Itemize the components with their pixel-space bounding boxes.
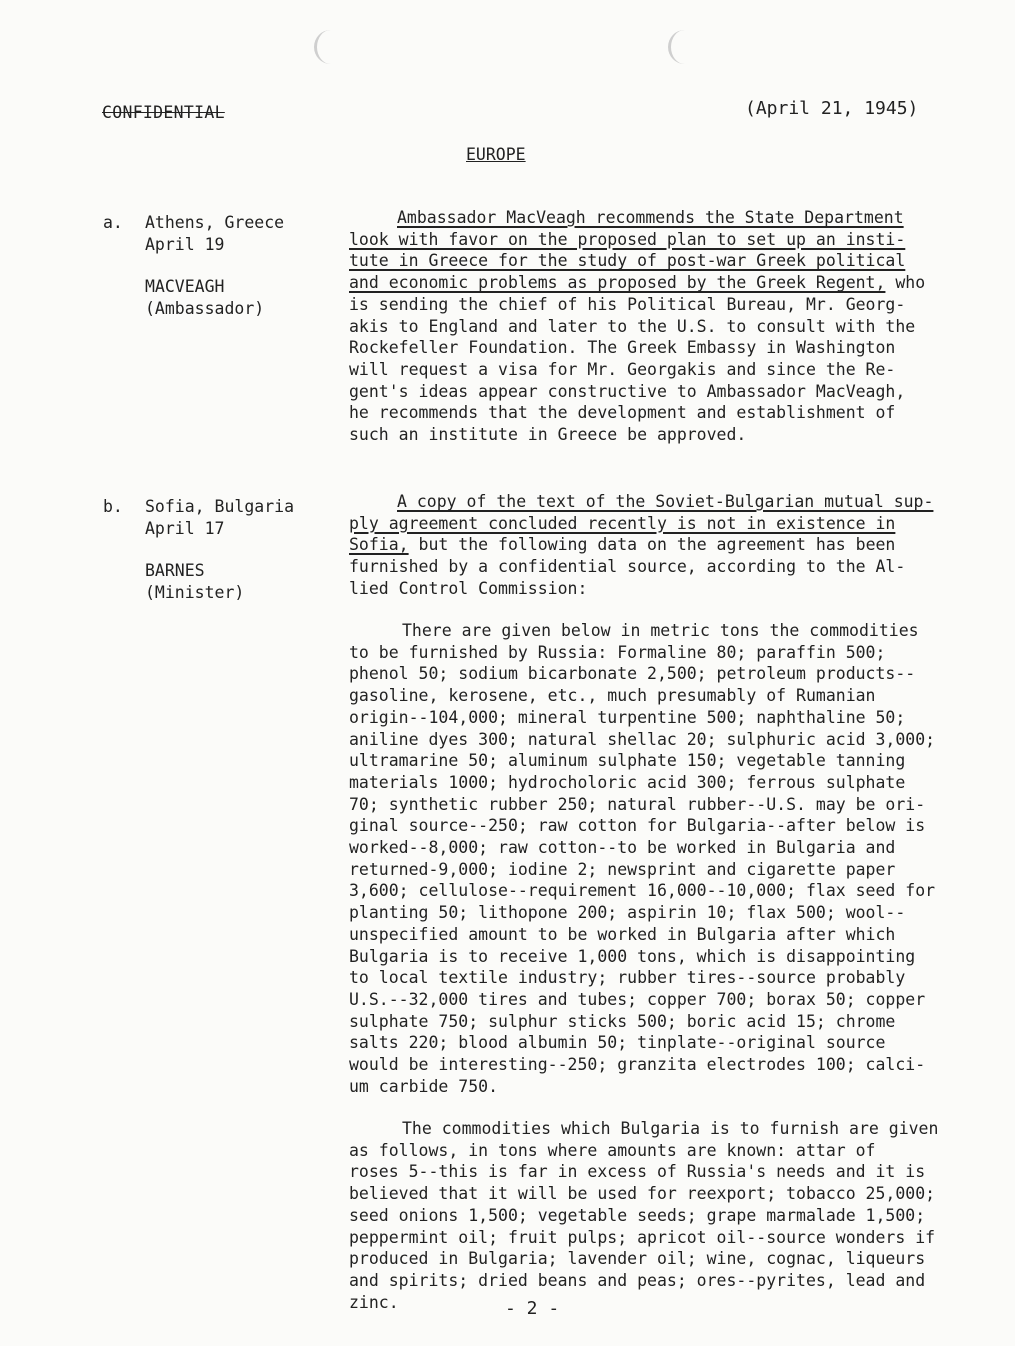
text-line: materials 1000; hydrocholoric acid 300; ferrous sulphate [349, 772, 906, 792]
russia-commodities-paragraph [349, 620, 963, 1097]
text-line: 70; synthetic rubber 250; natural rubber--U.S. may be ori- [349, 794, 926, 814]
document-date: (April 21, 1945) [745, 98, 919, 119]
entry-letter: a. [103, 213, 123, 232]
text-line: returned-9,000; iodine 2; newsprint and cigarette paper [349, 859, 896, 879]
entry-location: Athens, Greece [145, 213, 285, 232]
text-line: U.S.--32,000 tires and tubes; copper 700; borax 50; copper [349, 989, 926, 1009]
entry-sender: BARNES [145, 561, 205, 580]
entry-letter: b. [103, 497, 123, 516]
text-line: as follows, in tons where amounts are known: attar of [349, 1140, 876, 1160]
text-line: Bulgaria is to receive 1,000 tons, which is disappointing [349, 946, 916, 966]
text-line: ultramarine 50; aluminum sulphate 150; vegetable tanning [349, 751, 906, 771]
text-line: to local textile industry; rubber tires--source probably [349, 968, 906, 988]
text-line: worked--8,000; raw cotton--to be worked in Bulgaria and [349, 838, 896, 858]
text-line: phenol 50; sodium bicarbonate 2,500; petroleum products-- [349, 664, 916, 684]
text-line: sulphate 750; sulphur sticks 500; boric acid 15; chrome [349, 1011, 896, 1031]
classification-mark: CONFIDENTIAL [102, 103, 225, 122]
underlined-text: tute in Greece for the study of post-war Greek political [349, 251, 906, 271]
underlined-text: Sofia, [349, 535, 409, 555]
page-number: - 2 - [505, 1298, 560, 1319]
text-line: The commodities which Bulgaria is to furnish are given [402, 1119, 939, 1138]
entry-a-body: Ambassador MacVeagh recommends the State Department look with favor on the proposed plan to set up an insti- tute in Greece for the study of post-war Greek political and economic problems as proposed by the Greek Regent, who is sending the chief of his Political Bureau, Mr. Georg- akis to England and later to the U.S. to consult with the Rockefeller Foundation. The Greek Embassy in Washington will request a visa for Mr. Georgakis and since the Re- gent's ideas appear constructive to Ambassador MacVeagh, he recommends that the development and establishment of such an institute in Greece be approved. [349, 208, 926, 445]
underlined-text: Ambassador MacVeagh recommends the State Department [397, 208, 904, 227]
text-line: There are given below in metric tons the commodities [402, 621, 919, 640]
underlined-text: look with favor on the proposed plan to set up an insti- [349, 229, 906, 249]
text-line: salts 220; blood albumin 50; tinplate--original source [349, 1033, 886, 1053]
entry-b-body: A copy of the text of the Soviet-Bulgarian mutual sup- ply agreement concluded recently is not in existence in Sofia, but the following data on the agreement has been furnished by a confidential source, according to the Al- lied Control Commission: [349, 492, 934, 598]
text-line: seed onions 1,500; vegetable seeds; grape marmalade 1,500; [349, 1205, 926, 1225]
text-line: um carbide 750. [349, 1076, 499, 1096]
underlined-text: ply agreement concluded recently is not in existence in [349, 513, 896, 533]
punch-hole-right [668, 30, 701, 64]
text-line: aniline dyes 300; natural shellac 20; sulphuric acid 3,000; [349, 729, 936, 749]
text-line: and spirits; dried beans and peas; ores--pyrites, lead and [349, 1270, 926, 1290]
text-line: ginal source--250; raw cotton for Bulgaria--after below is [349, 816, 926, 836]
underlined-text: A copy of the text of the Soviet-Bulgarian mutual sup- [397, 492, 934, 511]
text-line: roses 5--this is far in excess of Russia's needs and it is [349, 1162, 926, 1182]
text-line: to be furnished by Russia: Formaline 80; paraffin 500; [349, 642, 886, 662]
text-line: would be interesting--250; granzita electrodes 100; calci- [349, 1055, 926, 1075]
section-heading: EUROPE [466, 145, 526, 164]
entry-location: Sofia, Bulgaria [145, 497, 295, 516]
punch-hole-left [314, 30, 347, 64]
text-line: gasoline, kerosene, etc., much presumably of Rumanian [349, 686, 876, 706]
entry-sender: MACVEAGH [145, 277, 225, 296]
text-line: 3,600; cellulose--requirement 16,000--10,000; flax seed for [349, 881, 936, 901]
entry-date: April 17 [145, 519, 225, 538]
text-line: zinc. [349, 1292, 399, 1312]
entry-sender-title: (Minister) [145, 583, 245, 602]
underlined-text: and economic problems as proposed by the Greek Regent, [349, 273, 886, 293]
entry-sender-title: (Ambassador) [145, 299, 265, 318]
text-line: believed that it will be used for reexport; tobacco 25,000; [349, 1184, 936, 1204]
bulgaria-commodities-paragraph [349, 1118, 963, 1313]
text-line: peppermint oil; fruit pulps; apricot oil--source wonders if [349, 1227, 936, 1247]
entry-date: April 19 [145, 235, 225, 254]
text-line: produced in Bulgaria; lavender oil; wine, cognac, liqueurs [349, 1249, 926, 1269]
text-line: origin--104,000; mineral turpentine 500; naphthaline 50; [349, 707, 906, 727]
text-line: planting 50; lithopone 200; aspirin 10; flax 500; wool-- [349, 903, 906, 923]
text-line: unspecified amount to be worked in Bulgaria after which [349, 924, 896, 944]
